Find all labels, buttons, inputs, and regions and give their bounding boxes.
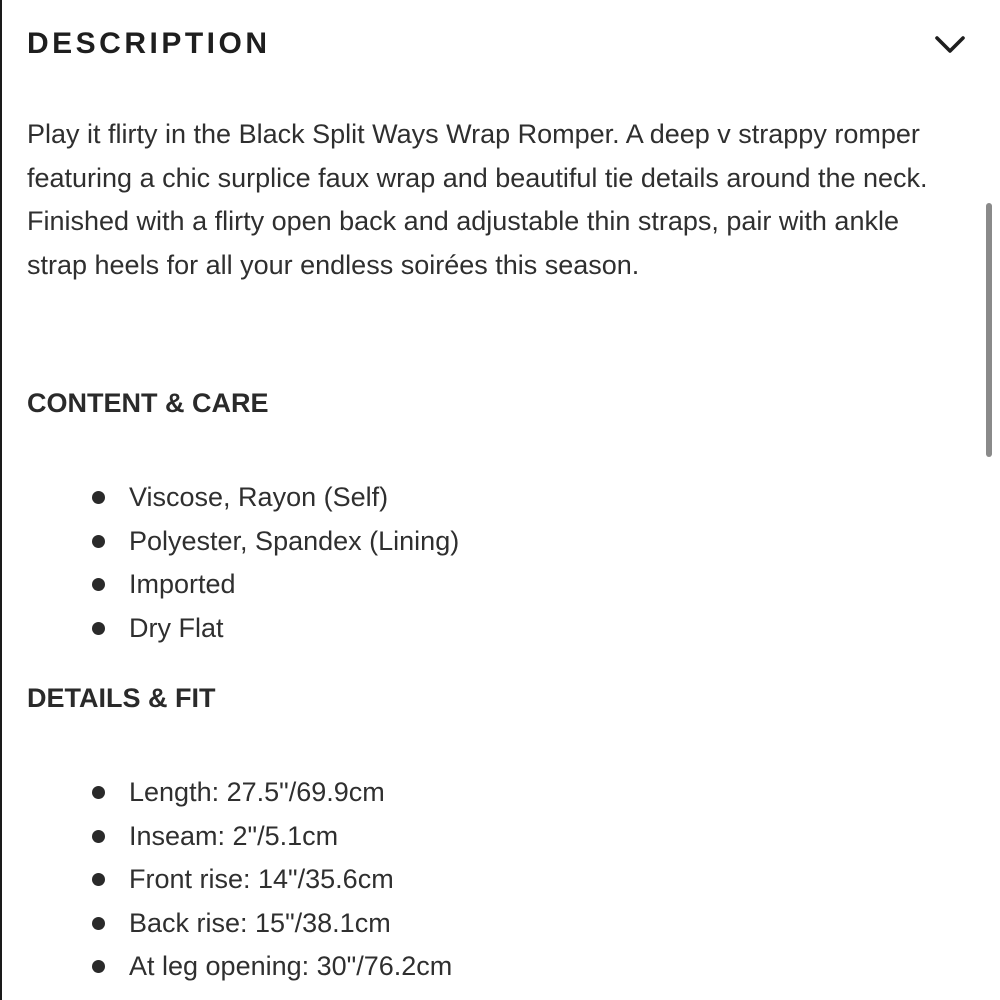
bullet-dot-icon (92, 830, 105, 843)
bullet-dot-icon (92, 578, 105, 591)
list-item: Front rise: 14"/35.6cm (27, 858, 452, 902)
list-item: Dry Flat (27, 607, 459, 651)
list-item: Back rise: 15"/38.1cm (27, 902, 452, 946)
bullet-dot-icon (92, 917, 105, 930)
list-item: Imported (27, 563, 459, 607)
details-fit-list (27, 771, 452, 989)
content-care-heading: CONTENT & CARE (27, 388, 269, 418)
list-item: At leg opening: 30"/76.2cm (27, 945, 452, 989)
product-description: Play it flirty in the Black Split Ways Wrap Romper. A deep v strappy romper featuring a chic surplice faux wrap and beautiful tie details around the neck. Finished with a flirty open back and adjustable thin straps, pair with ankle strap heels for all your endless soirées this season. (27, 119, 928, 280)
bullet-dot-icon (92, 960, 105, 973)
description-accordion-header[interactable] (27, 24, 967, 68)
section-title: DESCRIPTION (27, 27, 271, 60)
bullet-dot-icon (92, 491, 105, 504)
list-item: Polyester, Spandex (Lining) (27, 520, 459, 564)
bullet-dot-icon (92, 622, 105, 635)
left-border (0, 0, 2, 1000)
list-item: Length: 27.5"/69.9cm (27, 771, 452, 815)
chevron-down-icon[interactable] (933, 30, 967, 58)
bullet-dot-icon (92, 786, 105, 799)
scrollbar-thumb[interactable] (986, 203, 992, 457)
list-item: Viscose, Rayon (Self) (27, 476, 459, 520)
list-item: Inseam: 2"/5.1cm (27, 815, 452, 859)
details-fit-heading: DETAILS & FIT (27, 683, 216, 713)
bullet-dot-icon (92, 873, 105, 886)
bullet-dot-icon (92, 535, 105, 548)
content-care-list (27, 476, 459, 650)
